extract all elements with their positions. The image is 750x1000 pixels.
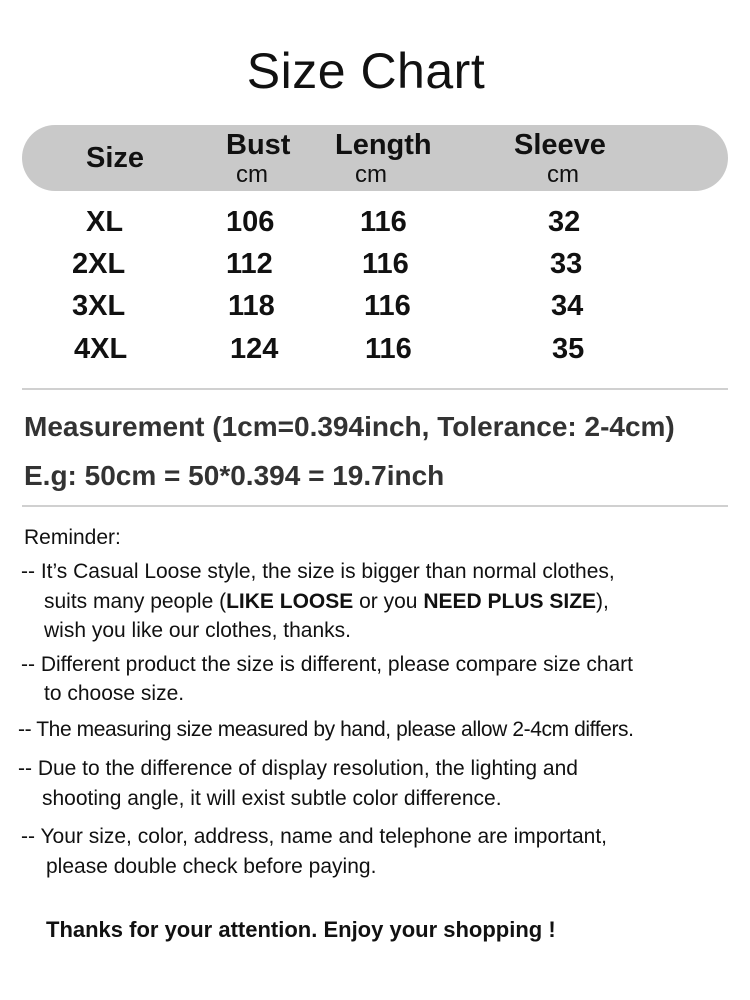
cell-sleeve: 35 — [552, 333, 585, 365]
reminder-item-line: -- Your size, color, address, name and telephone are important, — [21, 825, 608, 848]
header-bust-unit: cm — [236, 161, 268, 188]
reminder-item-line: -- It’s Casual Loose style, the size is bigger than normal clothes, — [21, 560, 615, 583]
reminder-item-line: wish you like our clothes, thanks. — [44, 619, 351, 642]
header-size: Size — [86, 142, 145, 174]
cell-sleeve: 32 — [548, 206, 581, 238]
reminder-item-line: suits many people (LIKE LOOSE or you NEED PLUS SIZE), — [44, 590, 609, 613]
measurement-example: E.g: 50cm = 50*0.394 = 19.7inch — [24, 460, 445, 491]
reminder-item-line: -- The measuring size measured by hand, please allow 2-4cm differs. — [18, 718, 634, 741]
cell-bust: 106 — [226, 206, 275, 238]
header-length: Length — [335, 129, 432, 161]
cell-length: 116 — [362, 248, 409, 280]
cell-bust: 118 — [228, 290, 275, 322]
cell-size: XL — [86, 206, 124, 238]
cell-bust: 124 — [230, 333, 279, 365]
reminder-item-line: to choose size. — [44, 682, 185, 705]
cell-bust: 112 — [226, 248, 273, 280]
cell-length: 116 — [360, 206, 407, 238]
cell-size: 4XL — [74, 333, 128, 365]
reminder-item-line: shooting angle, it will exist subtle color difference. — [42, 787, 502, 810]
divider — [22, 505, 728, 507]
reminder-item-line: -- Different product the size is different, please compare size chart — [21, 653, 634, 676]
cell-size: 3XL — [72, 290, 126, 322]
header-sleeve-unit: cm — [547, 161, 579, 188]
reminder-item-line: please double check before paying. — [46, 855, 377, 878]
reminder-heading: Reminder: — [24, 526, 121, 549]
cell-length: 116 — [365, 333, 412, 365]
header-bust: Bust — [226, 129, 291, 161]
header-length-unit: cm — [355, 161, 387, 188]
cell-size: 2XL — [72, 248, 126, 280]
cell-sleeve: 33 — [550, 248, 583, 280]
header-sleeve: Sleeve — [514, 129, 606, 161]
page-title: Size Chart — [246, 43, 486, 99]
cell-sleeve: 34 — [551, 290, 584, 322]
divider — [22, 388, 728, 390]
closing-message: Thanks for your attention. Enjoy your shopping ! — [46, 917, 556, 942]
cell-length: 116 — [364, 290, 411, 322]
reminder-item-line: -- Due to the difference of display resolution, the lighting and — [18, 757, 578, 780]
measurement-conversion: Measurement (1cm=0.394inch, Tolerance: 2-4cm) — [24, 411, 675, 442]
